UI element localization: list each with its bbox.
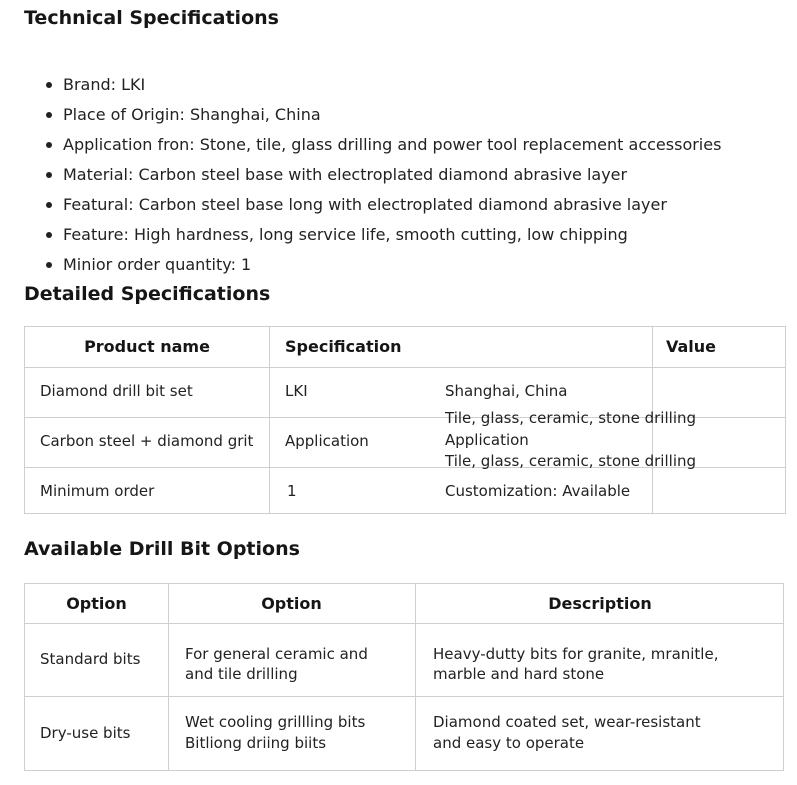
row1-spec: LKI <box>285 382 308 400</box>
spec-item-feature: Feature: High hardness, long service life, smooth cutting, low chipping <box>0 220 797 250</box>
row3-value: Customization: Available <box>445 482 631 500</box>
drill-bit-options-heading: Available Drill Bit Options <box>24 538 300 560</box>
header-description: Description <box>548 594 652 613</box>
spec-item-featural: Featural: Carbon steel base long with electroplated diamond abrasive layer <box>0 190 797 220</box>
technical-specifications-list <box>0 70 797 280</box>
row2-description-line2: and easy to operate <box>433 734 585 752</box>
detailed-specifications-heading: Detailed Specifications <box>24 283 271 305</box>
header-specification: Specification <box>285 337 402 356</box>
row1-product: Diamond drill bit set <box>40 382 193 400</box>
row1-description-line1: Heavy-dutty bits for granite, mranitle, <box>433 645 719 663</box>
header-value: Value <box>666 337 717 356</box>
row3-spec: 1 <box>287 482 297 500</box>
header-product-name: Product name <box>84 337 210 356</box>
row1-description-line2: marble and hard stone <box>433 665 605 683</box>
row2-option: Dry-use bits <box>40 724 131 742</box>
spec-item-application: Application fron: Stone, tile, glass drilling and power tool replacement accessories <box>0 130 797 160</box>
row1-option: Standard bits <box>40 650 141 668</box>
row2-description-line1: Diamond coated set, wear-resistant <box>433 713 701 731</box>
row2-option-detail-line1: Wet cooling grillling bits <box>185 713 366 731</box>
row3-product: Minimum order <box>40 482 155 500</box>
drill-bit-options-table <box>24 583 784 771</box>
row1-option-detail-line1: For general ceramic and <box>185 645 368 663</box>
row2-product: Carbon steel + diamond grit <box>40 432 254 450</box>
spec-item-origin: Place of Origin: Shanghai, China <box>0 100 797 130</box>
row1-option-detail-line2: and tile drilling <box>185 665 298 683</box>
row1-value-line1: Shanghai, China <box>445 382 568 400</box>
header-option-2: Option <box>261 594 322 613</box>
spec-item-min-order: Minior order quantity: 1 <box>0 250 797 280</box>
spec-item-material: Material: Carbon steel base with electroplated diamond abrasive layer <box>0 160 797 190</box>
row2-option-detail-line2: Bitliong driing biits <box>185 734 327 752</box>
row2-value-line1: Application <box>445 431 529 449</box>
row2-value-line2: Tile, glass, ceramic, stone drilling <box>445 452 697 470</box>
spec-item-brand: Brand: LKI <box>0 70 797 100</box>
header-option: Option <box>66 594 127 613</box>
technical-specifications-heading: Technical Specifications <box>24 7 279 29</box>
detailed-specifications-table <box>24 326 786 514</box>
row1-value-line2: Tile, glass, ceramic, stone drilling <box>445 409 697 427</box>
row2-spec: Application <box>285 432 369 450</box>
